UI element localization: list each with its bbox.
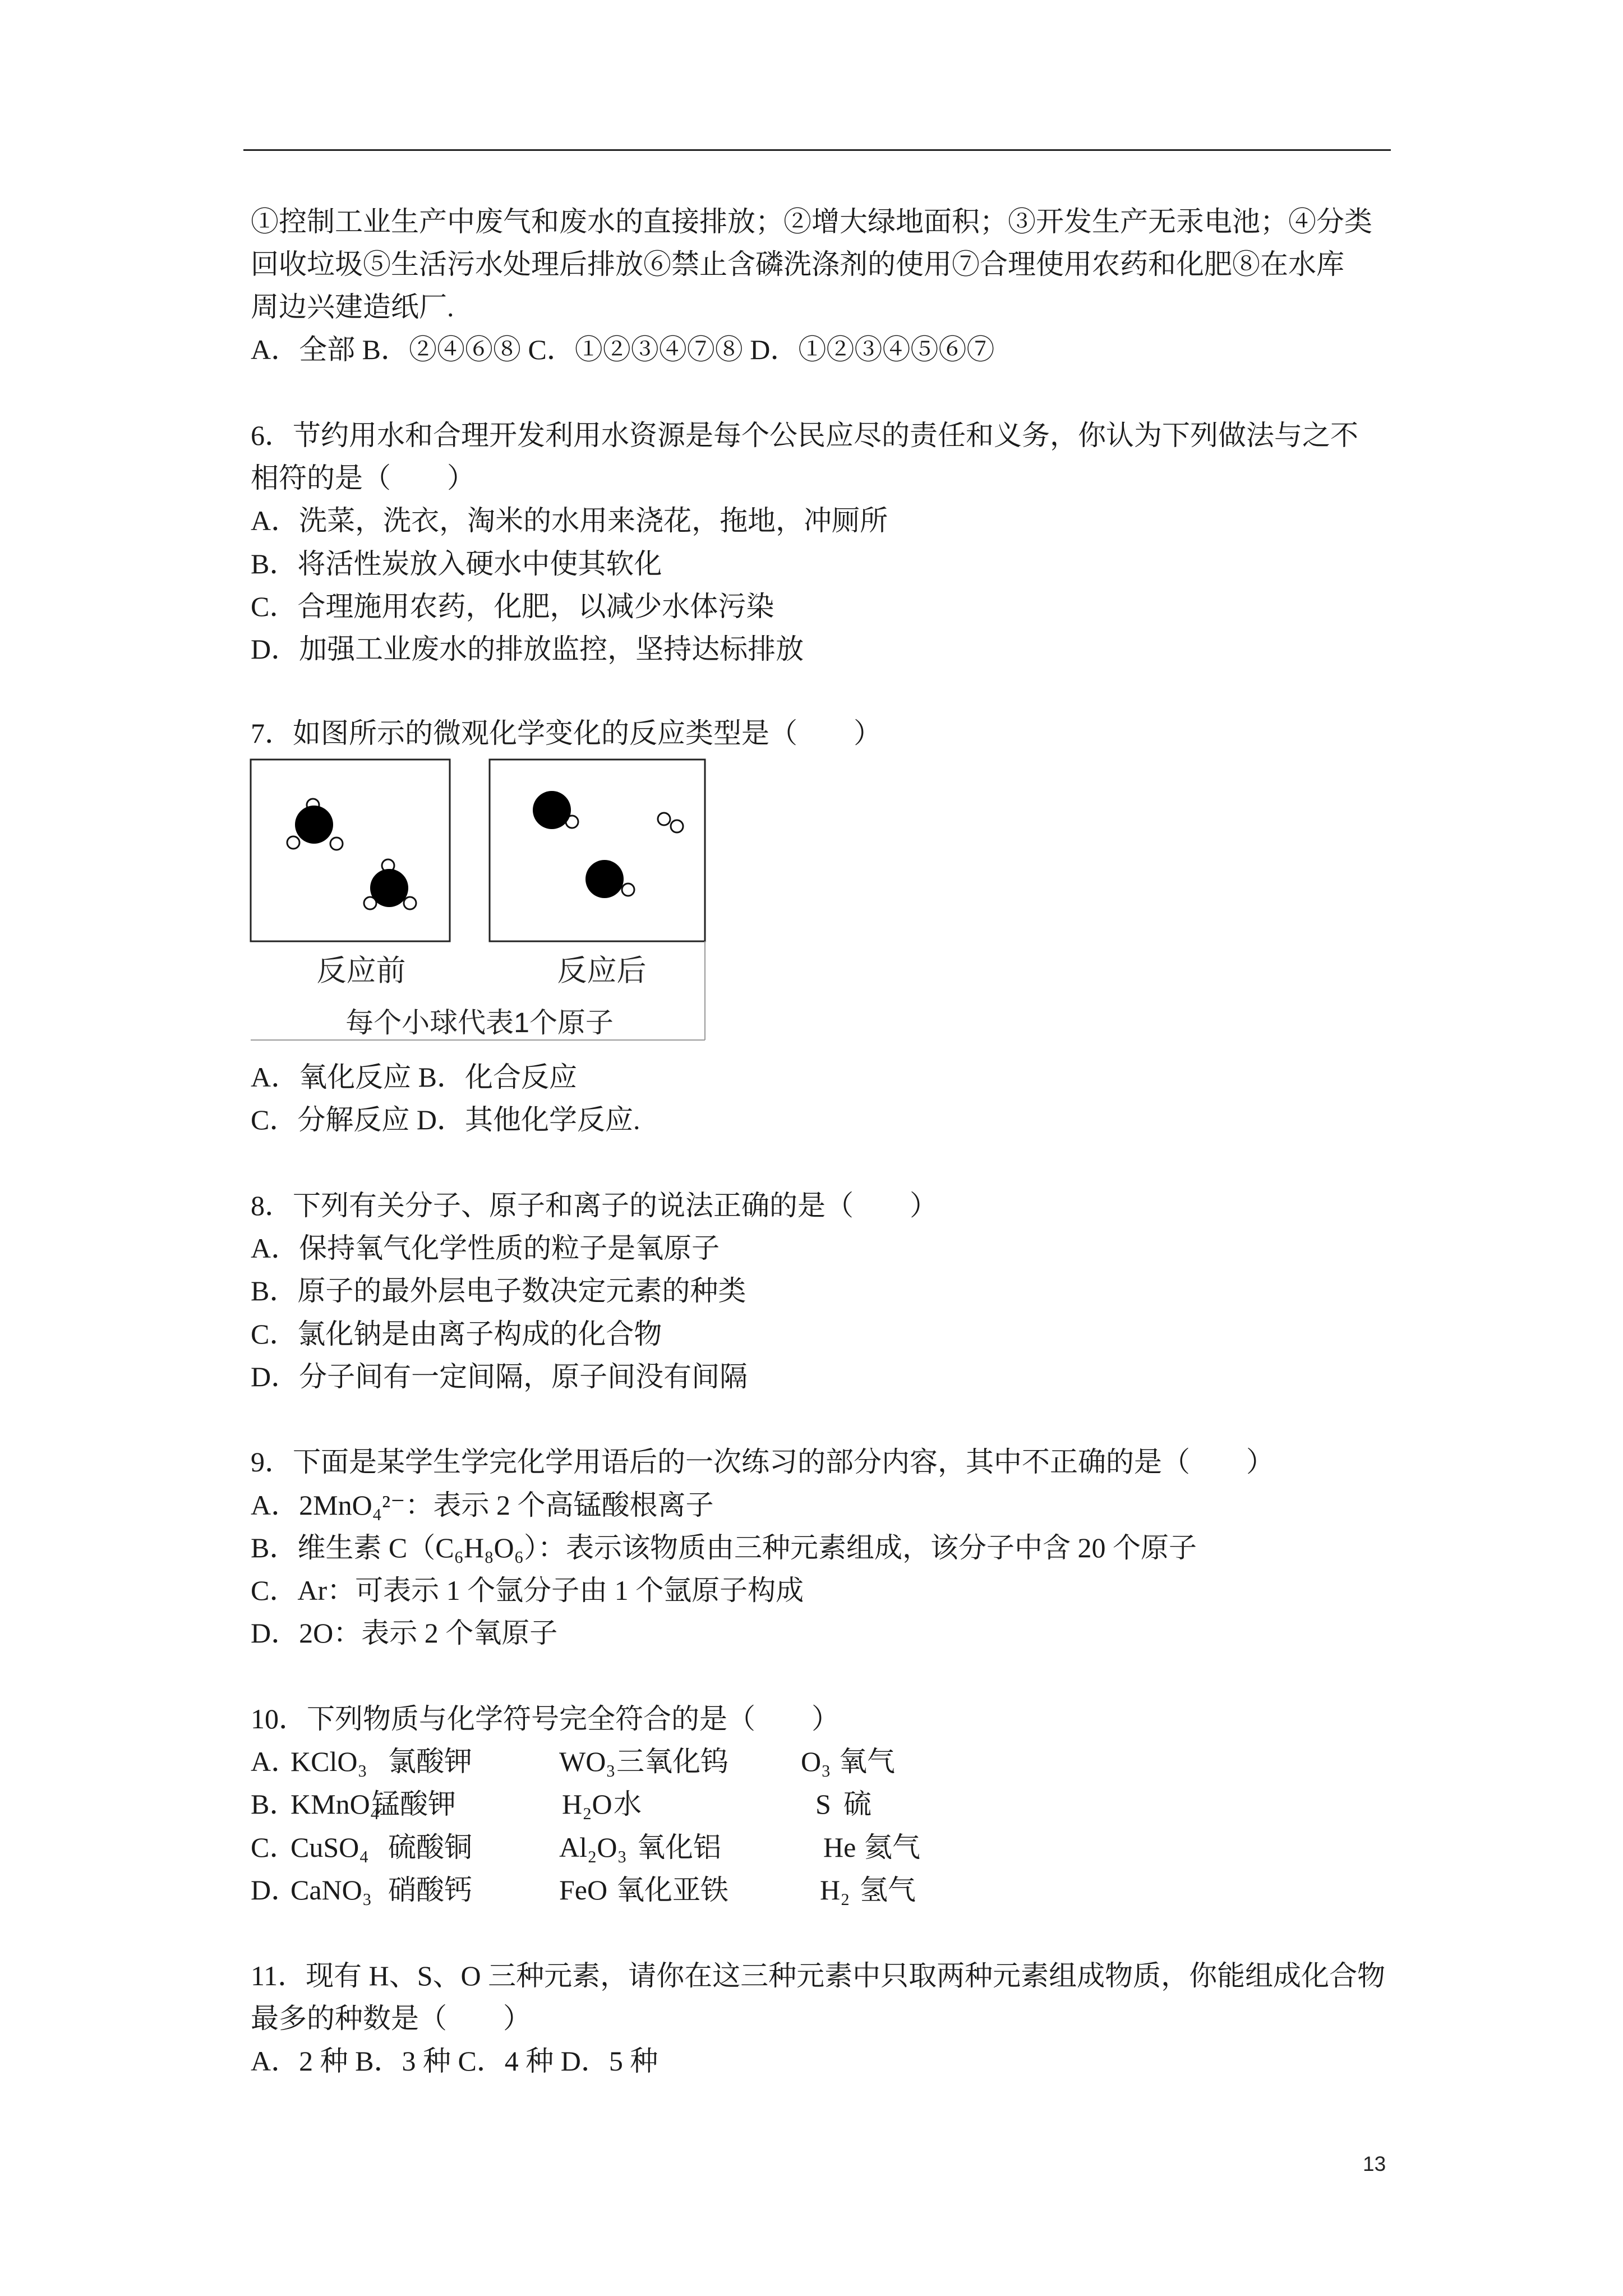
substance-name: 硫: [843, 1788, 872, 1820]
atom-small: [658, 813, 670, 825]
page-number: 13: [1363, 2152, 1386, 2175]
option-label: D．: [251, 1874, 299, 1906]
formula: WO₃: [559, 1746, 616, 1777]
atom-large: [533, 791, 571, 829]
q11-options: A．2 种 B．3 种 C．4 种 D．5 种: [251, 2045, 658, 2077]
q6-option-d: D．加强工业废水的排放监控，坚持达标排放: [251, 633, 804, 665]
substance-name: 硝酸钙: [388, 1874, 472, 1906]
substance-name: 水: [614, 1788, 642, 1820]
q10-stem-line: 10．下列物质与化学符号完全符合的是（ ）: [251, 1703, 840, 1734]
formula: Al₂O₃: [559, 1832, 627, 1863]
q9-stem-line: 9．下面是某学生学完化学用语后的一次练习的部分内容，其中不正确的是（ ）: [251, 1446, 1274, 1478]
q5-stem-line: ①控制工业生产中废气和废水的直接排放；②增大绿地面积；③开发生产无汞电池；④分类: [251, 206, 1372, 237]
q9-option-c: C．Ar：可表示 1 个氩分子由 1 个氩原子构成: [251, 1575, 804, 1606]
formula: He: [823, 1832, 856, 1863]
q7-options-cd: C．分解反应 D．其他化学反应.: [251, 1104, 640, 1135]
formula: H₂: [820, 1874, 850, 1906]
substance-name: 三氧化钨: [616, 1746, 728, 1777]
q9-option-b: B．维生素 C（C₆H₈O₆）：表示该物质由三种元素组成，该分子中含 20 个原子: [251, 1532, 1197, 1563]
option-label: A．: [251, 1746, 299, 1777]
atom-large: [370, 869, 408, 907]
before-panel: [251, 760, 450, 941]
label-before-reaction: 反应前: [316, 954, 406, 987]
atom-small: [330, 838, 343, 850]
q7-options-ab: A．氧化反应 B．化合反应: [251, 1061, 577, 1093]
atom-small: [287, 836, 299, 849]
q7-stem-line: 7．如图所示的微观化学变化的反应类型是（ ）: [251, 717, 882, 749]
substance-name: 锰酸钾: [372, 1788, 456, 1820]
substance-name: 氦气: [864, 1832, 920, 1863]
q8-option-c: C．氯化钠是由离子构成的化合物: [251, 1318, 662, 1350]
atom-large: [295, 806, 333, 844]
q6-stem-line: 相符的是（ ）: [251, 462, 475, 494]
q11-stem-line: 最多的种数是（ ）: [251, 2003, 531, 2034]
atom-large: [585, 860, 624, 898]
q9-option-a: A．2MnO₄²⁻：表示 2 个高锰酸根离子: [251, 1489, 714, 1521]
formula: H₂O: [562, 1788, 612, 1820]
q6-option-b: B．将活性炭放入硬水中使其软化: [251, 548, 662, 579]
formula: CaNO₃: [291, 1874, 372, 1906]
q6-option-c: C．合理施用农药，化肥，以减少水体污染: [251, 591, 774, 622]
q5-stem-line: 周边兴建造纸厂.: [251, 291, 454, 323]
q9-option-d: D．2O：表示 2 个氧原子: [251, 1617, 558, 1649]
substance-name: 氢气: [860, 1874, 916, 1906]
formula: CuSO₄: [291, 1832, 369, 1863]
formula: KMnO₄: [291, 1788, 380, 1820]
figure-caption: 每个小球代表1个原子: [345, 1007, 614, 1038]
formula: S: [815, 1788, 831, 1820]
q6-stem-line: 6．节约用水和合理开发利用水资源是每个公民应尽的责任和义务，你认为下列做法与之不: [251, 420, 1358, 451]
q5-options: A．全部 B．②④⑥⑧ C．①②③④⑦⑧ D．①②③④⑤⑥⑦: [251, 334, 995, 365]
substance-name: 氧气: [839, 1746, 895, 1777]
q11-stem-line: 11．现有 H、S、O 三种元素，请你在这三种元素中只取两种元素组成物质，你能组成化合物: [251, 1960, 1386, 1991]
atom-small: [671, 820, 683, 832]
option-label: B．: [251, 1788, 298, 1820]
q5-stem-line: 回收垃圾⑤生活污水处理后排放⑥禁止含磷洗涤剂的使用⑦合理使用农药和化肥⑧在水库: [251, 249, 1344, 280]
q8-stem-line: 8．下列有关分子、原子和离子的说法正确的是（ ）: [251, 1190, 938, 1221]
formula: KClO₃: [291, 1746, 367, 1777]
atom-small: [622, 884, 634, 896]
substance-name: 硫酸铜: [388, 1832, 472, 1863]
formula: FeO: [559, 1874, 608, 1906]
substance-name: 氧化铝: [637, 1832, 721, 1863]
option-label: C．: [251, 1832, 298, 1863]
substance-name: 氧化亚铁: [616, 1874, 728, 1906]
label-after-reaction: 反应后: [557, 954, 647, 987]
reaction-diagram: [247, 754, 712, 1046]
after-panel: [490, 760, 705, 941]
q8-option-a: A．保持氧气化学性质的粒子是氧原子: [251, 1232, 720, 1264]
formula: O₃: [801, 1746, 831, 1777]
atom-small: [404, 897, 416, 909]
q8-option-d: D．分子间有一定间隔，原子间没有间隔: [251, 1361, 748, 1392]
q8-option-b: B．原子的最外层电子数决定元素的种类: [251, 1275, 746, 1306]
header-rule: [243, 149, 1391, 151]
substance-name: 氯酸钾: [388, 1746, 472, 1777]
q6-option-a: A．洗菜，洗衣，淘米的水用来浇花，拖地，冲厕所: [251, 505, 888, 536]
